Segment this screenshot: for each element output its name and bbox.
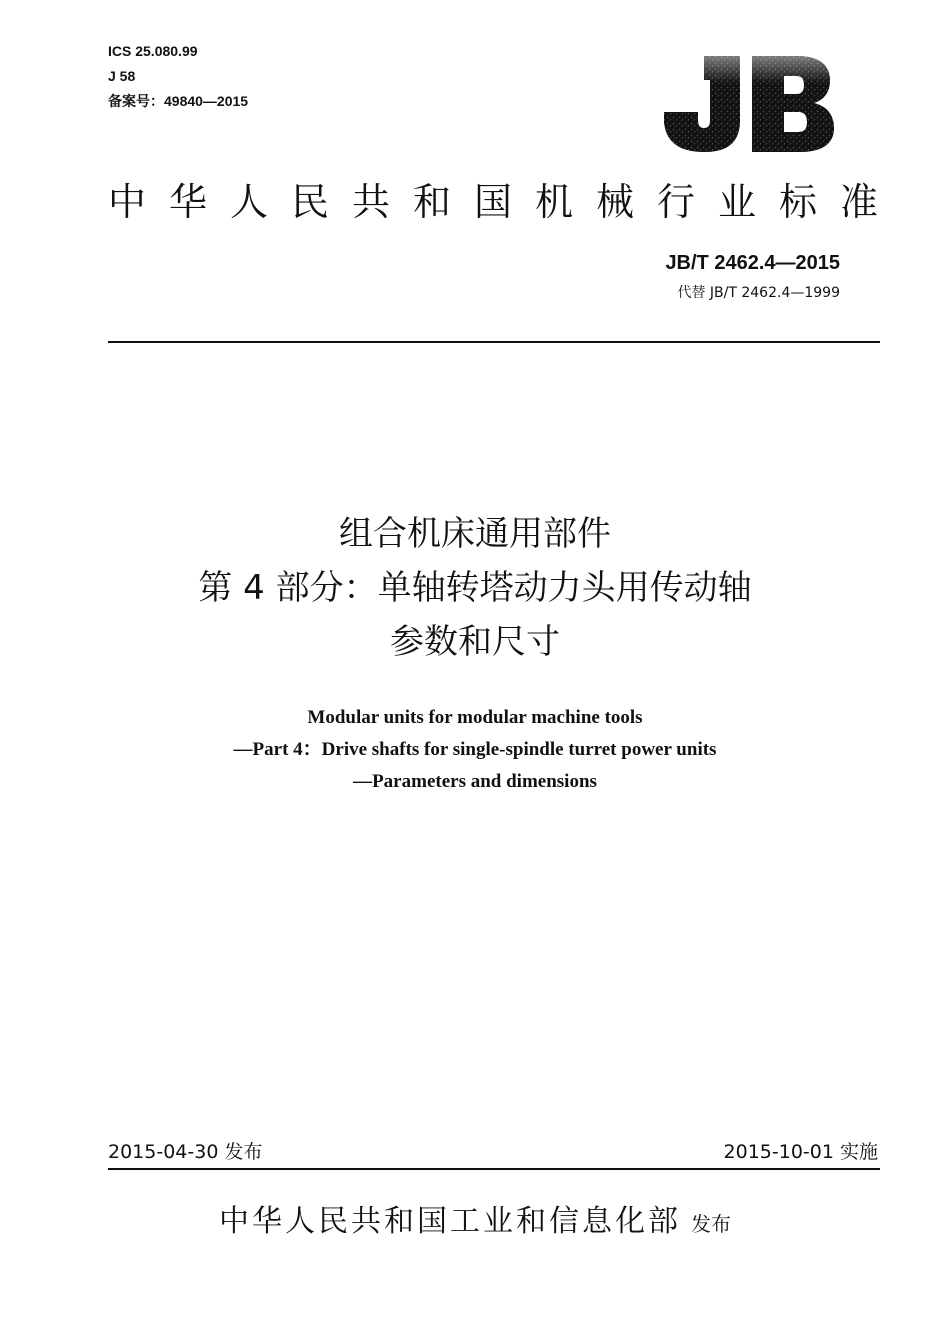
filing-number: 备案号：49840—2015 [108, 93, 249, 109]
issuer-name: 中华人民共和国工业和信息化部 [219, 1204, 681, 1239]
title-cn-line2: 第 4 部分：单轴转塔动力头用传动轴 [198, 568, 752, 608]
title-en-line1: Modular units for modular machine tools [307, 707, 643, 728]
logo-letters [660, 50, 840, 152]
header-divider [108, 341, 880, 343]
standard-number: JB/T 2462.4—2015 [665, 252, 840, 274]
title-cn-line1: 组合机床通用部件 [339, 514, 611, 554]
agency-title: 中华人民共和国机械行业标准 [108, 180, 880, 224]
title-en-line2: —Part 4：Drive shafts for single-spindle turret power units [233, 739, 717, 760]
issuer [0, 1196, 950, 1240]
implementation-date: 2015-10-01 实施 [723, 1141, 878, 1163]
release-date: 2015-04-30 发布 [108, 1141, 263, 1163]
title-cn-line3: 参数和尺寸 [390, 622, 560, 662]
ics-code: ICS 25.080.99 [108, 43, 198, 59]
classification-code: J 58 [108, 68, 136, 84]
jb-logo-graphic [660, 50, 840, 158]
footer-divider [108, 1168, 880, 1170]
jb-logo [660, 50, 840, 158]
replaces-standard: 代替 JB/T 2462.4—1999 [677, 285, 840, 301]
issuer-suffix: 发布 [691, 1212, 731, 1236]
title-en-line3: —Parameters and dimensions [353, 771, 597, 792]
